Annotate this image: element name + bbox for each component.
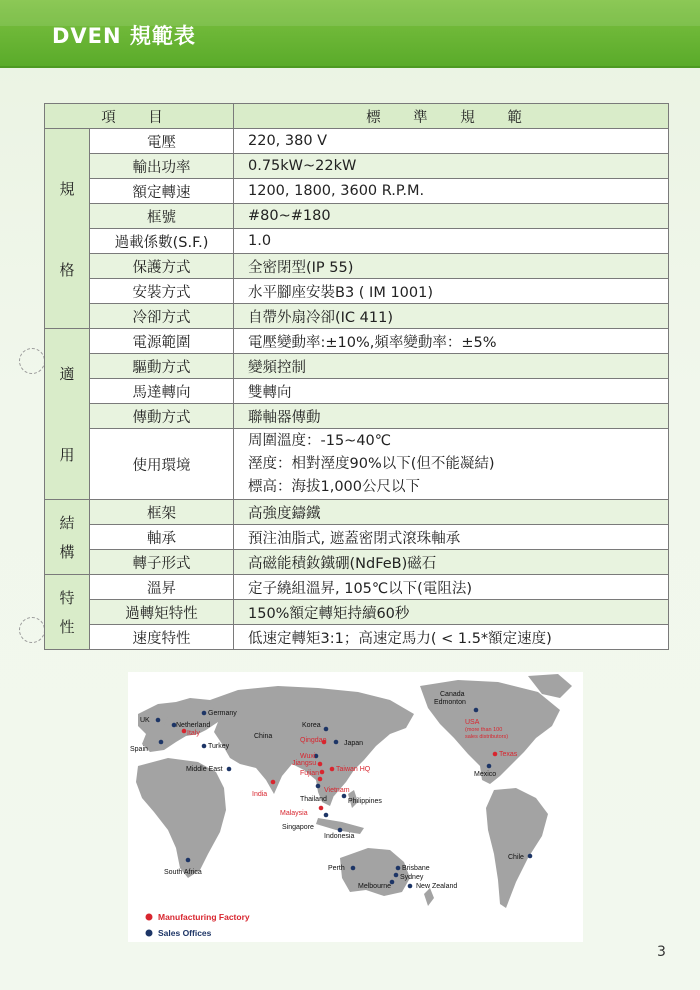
row-item: 輸出功率 [90,154,234,179]
table-row [45,404,669,429]
label-edmonton: Edmonton [434,699,466,706]
table-row [45,500,669,525]
row-item: 轉子形式 [90,550,234,575]
row-value: 雙轉向 [234,379,669,404]
dot-chile [528,854,533,859]
row-item: 框號 [90,204,234,229]
dot-south-africa [186,858,191,863]
map-legend [146,912,250,938]
label-perth: Perth [328,865,345,872]
row-value: 定子繞組溫昇, 105℃以下(電阻法) [234,575,669,600]
row-value: 高強度鑄鐵 [234,500,669,525]
table-header-row [45,104,669,129]
row-item: 軸承 [90,525,234,550]
label-fujian: Fujian [300,770,320,777]
legend-sales-label: Sales Offices [158,928,212,938]
dot-mexico [487,764,492,769]
row-item: 冷卻方式 [90,304,234,329]
dot-brisbane [396,866,401,871]
dot-thailand [316,784,321,789]
row-item: 過載係數(S.F.) [90,229,234,254]
table-row [45,354,669,379]
row-item: 驅動方式 [90,354,234,379]
legend-sales-dot [146,930,153,937]
label-thailand: Thailand [300,796,327,803]
dot-india [271,780,276,785]
land-south-america [486,788,548,908]
row-value: 低速定轉矩3:1；高速定馬力( < 1.5*額定速度) [234,625,669,650]
label-usa: USA [465,719,480,726]
header-item: 項 目 [45,104,234,129]
label-taiwan-hq: Taiwan HQ [336,766,371,773]
table-row [45,550,669,575]
table-row [45,329,669,354]
row-value: 變頻控制 [234,354,669,379]
spec-table [44,103,669,650]
label-usa-note2: sales distributors) [465,734,509,740]
row-value: 220, 380 V [234,129,669,154]
legend-factory-dot [146,914,153,921]
label-italy: Italy [187,730,200,737]
table-row [45,379,669,404]
label-germany: Germany [208,710,237,717]
dot-middle-east [227,767,232,772]
label-qingdao: Qingdao [300,737,327,744]
label-melbourne: Melbourne [358,883,392,890]
row-item: 安裝方式 [90,279,234,304]
dot-korea [324,727,329,732]
table-row [45,154,669,179]
row-value: 聯軸器傳動 [234,404,669,429]
table-row [45,304,669,329]
table-row [45,204,669,229]
label-new-zealand: New Zealand [416,883,458,890]
dot-spain [159,740,164,745]
land-new-zealand [424,888,434,906]
table-row [45,575,669,600]
dot-malaysia [319,806,324,811]
row-item: 使用環境 [90,429,234,500]
label-netherland: Netherland [176,722,211,729]
category-spec: 規 格 [45,129,90,329]
label-vietnam: Vietnam [324,787,350,794]
row-item: 過轉矩特性 [90,600,234,625]
category-apply: 適 用 [45,329,90,500]
label-wuxi: Wuxi [300,753,316,760]
legend-factory-label: Manufacturing Factory [158,912,250,922]
dot-perth [351,866,356,871]
table-row [45,254,669,279]
row-value: 水平腳座安裝B3 ( IM 1001) [234,279,669,304]
row-item: 電源範圍 [90,329,234,354]
table-row [45,625,669,650]
dot-philippines [342,794,347,799]
header-spec: 標 準 規 範 [234,104,669,129]
dot-sydney [394,873,399,878]
dot-turkey [202,744,207,749]
label-malaysia: Malaysia [280,810,308,817]
row-item: 溫昇 [90,575,234,600]
row-value-multiline [234,429,669,500]
row-value: 1.0 [234,229,669,254]
row-item: 額定轉速 [90,179,234,204]
dot-taiwan [330,767,335,772]
dot-uk [156,718,161,723]
dot-singapore [324,813,329,818]
label-india: India [252,791,268,798]
dot-germany [202,711,207,716]
env-humidity: 溼度：相對溼度90%以下(但不能凝結) [248,455,495,472]
env-altitude: 標高：海拔1,000公尺以下 [248,478,421,495]
label-usa-note1: (more than 100 [465,727,503,733]
label-chile: Chile [508,854,524,861]
label-south-africa: South Africa [164,869,202,876]
label-jiangsu: Jiangsu [292,760,317,767]
category-feature: 特 性 [45,575,90,650]
label-sydney: Sydney [400,874,424,881]
dot-japan [334,740,339,745]
category-struct: 結 構 [45,500,90,575]
label-spain: Spain [130,746,148,753]
dot-edmonton [474,708,479,713]
row-value: 150%額定轉矩持續60秒 [234,600,669,625]
row-value: 1200, 1800, 3600 R.P.M. [234,179,669,204]
table-row [45,600,669,625]
row-item: 馬達轉向 [90,379,234,404]
table-row [45,129,669,154]
table-row [45,279,669,304]
land-africa [136,758,226,878]
row-item: 保護方式 [90,254,234,279]
row-value: #80~#180 [234,204,669,229]
row-item: 電壓 [90,129,234,154]
label-korea: Korea [302,722,321,729]
dot-italy [182,729,187,734]
label-indonesia: Indonesia [324,833,355,840]
page-header [0,0,700,68]
table-row [45,229,669,254]
label-uk: UK [140,717,150,724]
page-title: DVEN 規範表 [52,24,196,48]
label-turkey: Turkey [208,743,230,750]
label-mexico: Mexico [474,771,497,778]
row-item: 速度特性 [90,625,234,650]
table-row [45,179,669,204]
row-item: 傳動方式 [90,404,234,429]
world-map-svg [128,672,583,942]
dot-wuxi [318,762,323,767]
label-china: China [254,733,273,740]
row-value: 高磁能積釹鐵硼(NdFeB)磁石 [234,550,669,575]
page-number: 3 [657,944,666,960]
dot-new-zealand [408,884,413,889]
label-japan: Japan [344,740,364,747]
env-temperature: 周圍溫度：-15~40℃ [248,432,392,449]
label-canada: Canada [440,691,465,698]
row-value: 0.75kW~22kW [234,154,669,179]
binding-hole-icon [19,617,45,643]
row-value: 全密閉型(IP 55) [234,254,669,279]
dot-fujian [320,770,325,775]
table-row [45,525,669,550]
row-value: 預注油脂式, 遮蓋密閉式滾珠軸承 [234,525,669,550]
dot-vietnam [318,777,323,782]
label-middle-east: Middle East [186,766,223,773]
dot-indonesia [338,828,343,833]
label-philippines: Philippines [348,798,382,805]
row-value: 電壓變動率:±10%,頻率變動率：±5% [234,329,669,354]
label-brisbane: Brisbane [402,865,430,872]
binding-hole-icon [19,348,45,374]
row-item: 框架 [90,500,234,525]
label-texas: Texas [499,751,518,758]
dot-texas [493,752,498,757]
world-map [128,672,583,942]
table-row [45,429,669,500]
row-value: 自帶外扇冷卻(IC 411) [234,304,669,329]
label-singapore: Singapore [282,824,314,831]
